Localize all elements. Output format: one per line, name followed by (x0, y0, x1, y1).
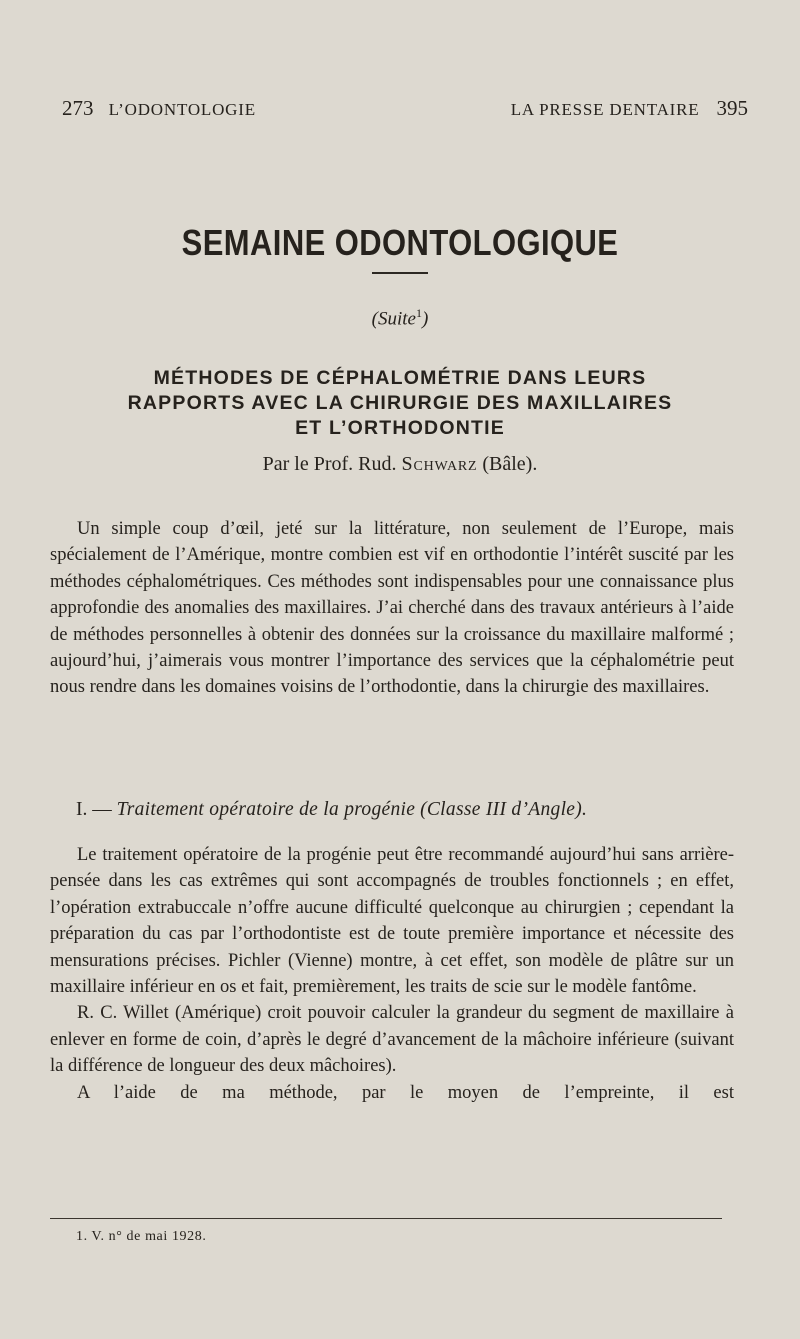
author-name: Schwarz (401, 453, 478, 475)
intro-paragraph (50, 516, 734, 701)
author-location: (Bâle). (482, 453, 538, 475)
journal-title-right: LA PRESSE DENTAIRE (510, 100, 700, 119)
running-header (62, 96, 748, 126)
footnote-ref: 1 (416, 306, 422, 320)
article-title-line-3: ET L’ORTHODONTIE (295, 417, 505, 439)
section-class-note: (Classe III d’Angle). (420, 799, 588, 820)
header-left (62, 96, 256, 121)
article-title-line-2: RAPPORTS AVEC LA CHIRURGIE DES MAXILLAIRES (127, 392, 673, 414)
paragraph: R. C. Willet (Amérique) croit pouvoir calculer la grandeur du segment de maxillaire à enlever en forme de coin, d’après le degré d’avancement de la mâchoire inférieure (suivant la différence de longueur des deux mâchoires). (50, 1003, 734, 1077)
article-title-line-1: MÉTHODES DE CÉPHALOMÉTRIE DANS LEURS (153, 367, 647, 389)
section-heading (76, 799, 587, 821)
article-title (40, 366, 760, 441)
footnote-divider (50, 1218, 722, 1219)
section-title: SEMAINE ODONTOLOGIQUE (181, 222, 619, 263)
journal-title-left: L’ODONTOLOGIE (108, 100, 256, 119)
paragraph: A l’aide de ma méthode, par le moyen de l’empreinte, il est (77, 1082, 734, 1103)
section-number: I. — (76, 799, 112, 820)
paragraph: Un simple coup d’œil, jeté sur la littérature, non seulement de l’Europe, mais spécialement de l’Amérique, montre combien est vif en orthodontie l’intérêt suscité par les méthodes céphalométriques. Ces méthodes sont indispensables pour une connaissance plus approfondie des anomalies des maxillaires. J’ai cherché dans des travaux antérieurs à l’aide de méthodes personnelles à obtenir des données sur la croissance du maxillaire malformé ; aujourd’hui, j’aimerais vous montrer l’importance des services que la céphalométrie peut nous rendre dans les domaines voisins de l’orthodontie, dans la chirurgie des maxillaires. (50, 519, 734, 698)
footnote: 1. V. n° de mai 1928. (76, 1229, 207, 1244)
section-title-text: Traitement opératoire de la progénie (116, 799, 416, 820)
author-prefix: Par le Prof. Rud. (262, 453, 397, 475)
continuation-note: (Suite$^1$) (371, 306, 429, 330)
section-body (50, 842, 734, 1106)
paragraph: Le traitement opératoire de la progénie peut être recommandé aujourd’hui sans arrière-pensée dans les cas extrêmes qui sont accompagnés de troubles fonctionnels ; en effet, l’opération extrabuccale n’offre aucune difficulté quelconque au chirurgien ; cependant la préparation du cas par l’orthodontiste est de toute première importance et nécessite des mensurations précises. Pichler (Vienne) montre, à cet effet, son modèle de plâtre sur un maxillaire inférieur en os et fait, premièrement, les traits de scie sur le modèle fantôme. (50, 845, 734, 998)
right-page-number: 395 (716, 96, 748, 120)
header-right (511, 96, 748, 121)
title-divider (372, 272, 428, 274)
suite-label: Suite (378, 308, 416, 330)
left-page-number: 273 (62, 96, 94, 120)
author-line (0, 453, 800, 476)
